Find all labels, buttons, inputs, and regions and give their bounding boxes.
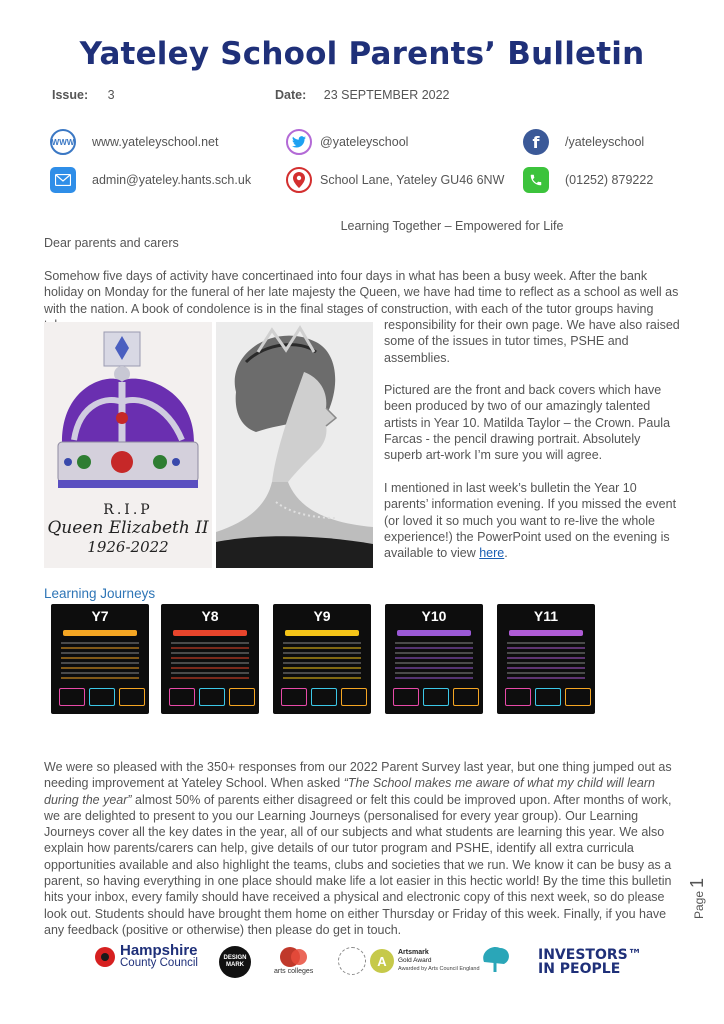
learning-journey-subject-row [283, 647, 361, 649]
learning-journey-subject-row [61, 662, 139, 664]
learning-journey-subject-row [171, 672, 249, 674]
learning-journey-subject-row [61, 642, 139, 644]
inspire-logo [478, 944, 512, 974]
learning-journey-info-box [59, 688, 85, 706]
learning-journey-info-box [169, 688, 195, 706]
contact-website[interactable] [50, 129, 218, 155]
arts-colleges-logo [274, 946, 313, 975]
envelope-icon [50, 167, 76, 193]
learning-journey-year-label: Y10 [421, 608, 447, 624]
survey-text-1: We were so pleased with the 350+ responses from our 2022 Parent Survey last year, but one thing jumped out as needing improvement at Yateley School. When asked [44, 760, 672, 791]
learning-journey-info-box [341, 688, 367, 706]
in-people-text: IN PEOPLE [538, 961, 621, 977]
learning-journey-subject-row [61, 667, 139, 669]
investors-in-people-logo [538, 948, 642, 976]
side-paragraph-2: Pictured are the front and back covers which have been produced by two of our amazingly talented artists in Year 10. Matilda Taylor – the Crown. Paula Farcas - the pencil drawing portrait. Absolutely superb art-work I’m sure you will agree. [384, 383, 671, 463]
learning-journey-header-bar [63, 630, 137, 636]
learning-journey-subject-row [61, 647, 139, 649]
greeting: Dear parents and carers [44, 236, 179, 250]
learning-journey-subject-row [61, 657, 139, 659]
contact-phone[interactable] [523, 167, 653, 193]
website-text[interactable]: www.yateleyschool.net [92, 135, 219, 149]
learning-journey-subject-row [507, 652, 585, 654]
intro-paragraph: Somehow five days of activity have concertinaed into four days in what has been a busy week. After the bank holiday on Monday for the funeral of her late majesty the Queen, we have had time to reflect as a school as well as with the nation. A book of condolence is in the final stages of construction, with each of the tutor groups having [44, 269, 679, 316]
crown-caption-rip: R.I.P [103, 502, 153, 518]
side-paragraph-1: responsibility for their own page. We have also raised some of the issues in tutor times, PSHE and assemblies. [384, 318, 680, 365]
learning-journey-subject-row [171, 657, 249, 659]
artsmark-logo [338, 947, 480, 975]
learning-journey-info-box [89, 688, 115, 706]
hampshire-text: Hampshire [120, 942, 198, 959]
learning-journey-card[interactable] [51, 604, 149, 714]
learning-journey-subject-row [171, 642, 249, 644]
contact-email[interactable] [50, 167, 251, 193]
learning-journey-header-bar [509, 630, 583, 636]
page-label: Page [691, 890, 706, 920]
learning-journey-subject-row [61, 677, 139, 679]
arts-colleges-text: arts colleges [274, 968, 314, 975]
location-pin-icon [286, 167, 312, 193]
learning-journey-subject-row [507, 667, 585, 669]
twitter-handle[interactable]: @yateleyschool [320, 135, 409, 149]
survey-paragraph [44, 759, 684, 938]
powerpoint-link[interactable]: here [479, 546, 505, 561]
learning-journey-subject-row [507, 662, 585, 664]
learning-journey-info-box [565, 688, 591, 706]
learning-journey-subject-row [395, 642, 473, 644]
school-motto: Learning Together – Empowered for Life [340, 219, 564, 233]
phone-icon [523, 167, 549, 193]
queen-portrait-drawing [216, 322, 373, 568]
learning-journey-subject-row [283, 677, 361, 679]
learning-journey-subject-row [61, 672, 139, 674]
artsmark-title: Artsmark [398, 949, 429, 956]
learning-journey-subject-row [395, 667, 473, 669]
twitter-icon [286, 129, 312, 155]
learning-journey-info-box [229, 688, 255, 706]
learning-journey-year-label: Y11 [533, 608, 559, 624]
side-paragraph-3: I mentioned in last week’s bulletin the Year 10 parents’ information evening. If you missed the event (or loved it so much you want to re-live the whole experience!) the PowerPoint used on the evening is available to view here. [384, 481, 677, 561]
learning-journey-info-box [119, 688, 145, 706]
learning-journey-subject-row [283, 642, 361, 644]
bulletin-title: Yateley School Parents’ Bulletin [79, 36, 645, 72]
learning-journey-subject-row [395, 652, 473, 654]
issue-label: Issue: [52, 88, 89, 102]
design-mark-logo [219, 946, 251, 978]
contact-twitter[interactable] [286, 129, 408, 155]
arts-colleges-icon [279, 946, 309, 968]
inspire-tree-icon [478, 944, 512, 974]
learning-journey-subject-row [283, 672, 361, 674]
learning-journey-subject-row [171, 667, 249, 669]
learning-journey-subject-row [283, 652, 361, 654]
learning-journey-subject-row [395, 647, 473, 649]
crown-artwork [44, 322, 212, 568]
issue-line [52, 88, 115, 102]
learning-journey-subject-row [395, 677, 473, 679]
learning-journey-subject-row [171, 662, 249, 664]
learning-journey-subject-row [283, 657, 361, 659]
learning-journey-subject-row [507, 657, 585, 659]
date-value: 23 SEPTEMBER 2022 [323, 88, 450, 102]
survey-text-2: almost 50% of parents either disagreed or felt this could be improved upon. After months of work, we are delighted to present to you our Learning Journeys (personalised for every year group). Our Learning Journeys cover all the key dates in the year, all of our subjects and what students are learning this year. We also explain how parents/carers can help, give details of our tutor program and PSHE, identify all extra curricula opportunities available and also highlight the teams, clubs and societies that we run. We know it can be busy as a parent, so having everything in one place should make life a lot easier in this hectic world! By the time this bulletin hits your inbox, every family should have received a physical and electronic copy of this next week, so do please look out. Students should have brought them home on either Thursday or Friday of this week. Finally, if you have any feedback (positive or otherwise) then please do get in touch. [44, 792, 672, 937]
learning-journey-year-label: Y9 [313, 608, 331, 624]
learning-journey-year-label: Y8 [201, 608, 219, 624]
facebook-handle[interactable]: /yateleyschool [565, 135, 645, 149]
learning-journey-subject-row [61, 652, 139, 654]
phone-text[interactable]: (01252) 879222 [565, 173, 654, 187]
hampshire-rose-icon [94, 945, 116, 969]
date-line [275, 88, 450, 102]
learning-journey-subject-row [283, 667, 361, 669]
learning-journey-subject-row [507, 647, 585, 649]
learning-journey-subject-row [507, 672, 585, 674]
page-number-value: 1 [686, 877, 707, 888]
side-paragraph-3-text: I mentioned in last week’s bulletin the Year 10 parents’ information evening. If you missed the event (or loved it so much you want to re-live the whole experience!) the PowerPoint used on the evening is available to view [384, 481, 677, 561]
learning-journey-header-bar [397, 630, 471, 636]
investors-text: INVESTORS™ [538, 947, 642, 963]
learning-journey-subject-row [395, 662, 473, 664]
learning-journey-year-label: Y7 [91, 608, 109, 624]
learning-journey-info-box [505, 688, 531, 706]
portrait-artwork [216, 322, 373, 568]
globe-icon: WWW [50, 129, 76, 155]
learning-journey-subject-row [395, 672, 473, 674]
issue-value: 3 [107, 88, 115, 102]
learning-journey-subject-row [507, 642, 585, 644]
learning-journey-info-box [535, 688, 561, 706]
learning-journeys-heading: Learning Journeys [44, 586, 156, 601]
survey-quote: “The School makes me aware of what my child will learn during the year” [44, 776, 655, 807]
page-number [687, 878, 708, 919]
learning-journey-subject-row [171, 652, 249, 654]
learning-journey-subject-row [171, 647, 249, 649]
learning-journey-card[interactable] [497, 604, 595, 714]
artsmark-icon: A [370, 949, 394, 973]
email-text[interactable]: admin@yateley.hants.sch.uk [92, 173, 252, 187]
contact-address [286, 167, 504, 193]
facebook-icon: f [523, 129, 549, 155]
contact-facebook[interactable] [523, 129, 644, 155]
county-council-text: County Council [120, 957, 198, 969]
learning-journey-card[interactable] [273, 604, 371, 714]
learning-journey-card[interactable] [161, 604, 259, 714]
hampshire-logo [94, 944, 198, 970]
learning-journey-subject-row [507, 677, 585, 679]
learning-journey-info-box [311, 688, 337, 706]
design-mark-text: DESIGN MARK [219, 946, 251, 978]
crown-caption-years: 1926-2022 [87, 538, 169, 556]
learning-journey-info-box [393, 688, 419, 706]
learning-journey-info-box [423, 688, 449, 706]
learning-journey-info-box [453, 688, 479, 706]
arts-council-seal [338, 947, 366, 975]
date-label: Date: [275, 88, 307, 102]
learning-journey-subject-row [283, 662, 361, 664]
learning-journey-info-box [281, 688, 307, 706]
learning-journey-subject-row [395, 657, 473, 659]
learning-journey-header-bar [173, 630, 247, 636]
artsmark-council: Awarded by Arts Council England [398, 966, 480, 972]
learning-journey-subject-row [171, 677, 249, 679]
learning-journey-info-box [199, 688, 225, 706]
artsmark-award: Gold Award [398, 957, 432, 964]
address-text: School Lane, Yateley GU46 6NW [320, 173, 505, 187]
crown-caption [44, 502, 212, 556]
learning-journey-header-bar [285, 630, 359, 636]
learning-journey-card[interactable] [385, 604, 483, 714]
crown-caption-name: Queen Elizabeth II [47, 518, 209, 538]
